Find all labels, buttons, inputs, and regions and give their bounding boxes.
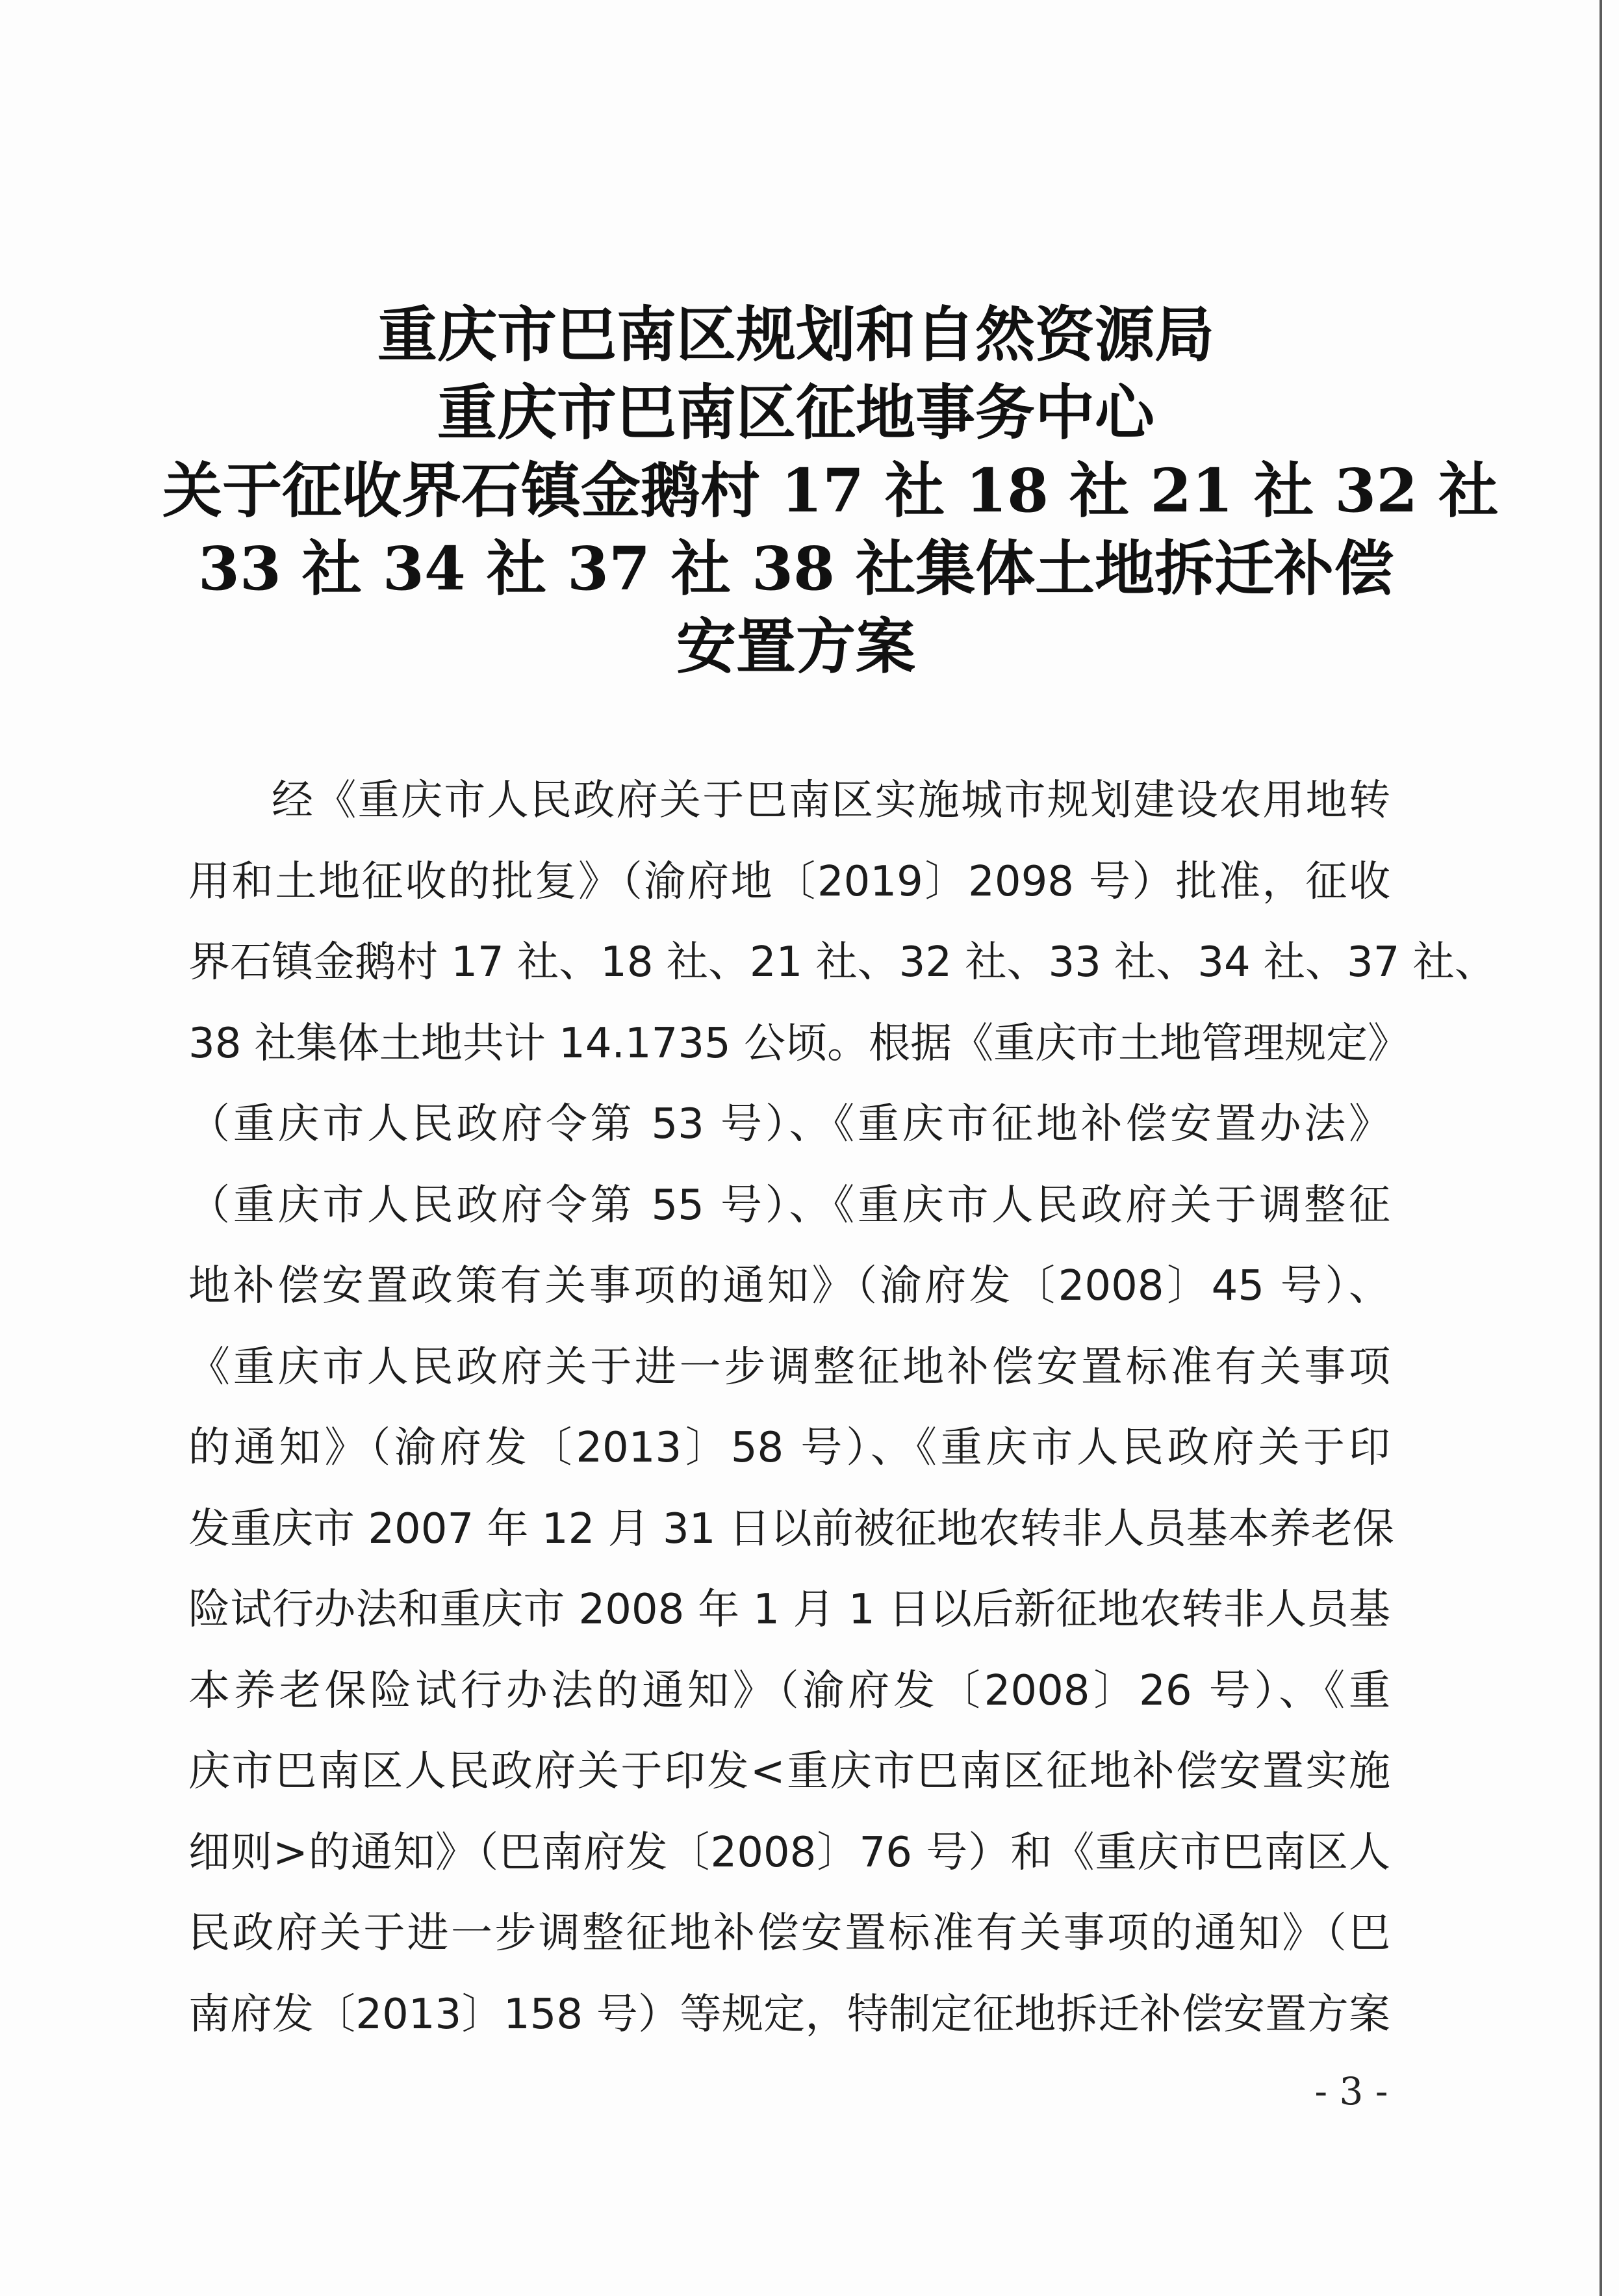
body-line-5: （重庆市人民政府令第 53 号）、《重庆市征地补偿安置办法》 <box>188 1100 1390 1148</box>
title-line-4: 33 社 34 社 37 社 38 社集体土地拆迁补偿 <box>198 534 1394 604</box>
body-line-13: 庆市巴南区人民政府关于印发<重庆市巴南区征地补偿安置实施 <box>188 1748 1390 1796</box>
body-line-15: 民政府关于进一步调整征地补偿安置标准有关事项的通知》（巴 <box>188 1909 1390 1957</box>
page-number: - 3 - <box>1314 2069 1388 2113</box>
body-line-11: 险试行办法和重庆市 2008 年 1 月 1 日以后新征地农转非人员基 <box>188 1586 1390 1634</box>
body-line-2: 用和土地征收的批复》（渝府地〔2019〕2098 号）批准，征收 <box>188 857 1390 906</box>
body-line-1: 经《重庆市人民政府关于巴南区实施城市规划建设农用地转 <box>272 777 1390 825</box>
title-line-2: 重庆市巴南区征地事务中心 <box>437 378 1154 448</box>
body-line-12: 本养老保险试行办法的通知》（渝府发〔2008〕26 号）、《重 <box>188 1666 1390 1715</box>
document-title <box>162 296 1499 686</box>
title-line-3: 关于征收界石镇金鹅村 17 社 18 社 21 社 32 社 <box>162 456 1499 526</box>
body-line-9: 的通知》（渝府发〔2013〕58 号）、《重庆市人民政府关于印 <box>188 1424 1390 1472</box>
body-line-16: 南府发〔2013〕158 号）等规定，特制定征地拆迁补偿安置方案 <box>188 1990 1390 2039</box>
scan-edge-line <box>1600 0 1602 2296</box>
body-paragraph <box>188 760 1496 2055</box>
body-line-4: 38 社集体土地共计 14.1735 公顷。根据《重庆市土地管理规定》 <box>188 1019 1410 1068</box>
body-line-10: 发重庆市 2007 年 12 月 31 日以前被征地农转非人员基本养老保 <box>188 1504 1394 1553</box>
body-line-3: 界石镇金鹅村 17 社、18 社、21 社、32 社、33 社、34 社、37 社、 <box>188 938 1496 987</box>
body-line-7: 地补偿安置政策有关事项的通知》（渝府发〔2008〕45 号）、 <box>188 1262 1390 1310</box>
title-line-5: 安置方案 <box>676 612 915 682</box>
body-line-6: （重庆市人民政府令第 55 号）、《重庆市人民政府关于调整征 <box>188 1181 1390 1230</box>
body-line-14: 细则>的通知》（巴南府发〔2008〕76 号）和《重庆市巴南区人 <box>188 1828 1390 1877</box>
title-line-1: 重庆市巴南区规划和自然资源局 <box>377 300 1214 370</box>
body-line-8: 《重庆市人民政府关于进一步调整征地补偿安置标准有关事项 <box>188 1343 1390 1391</box>
